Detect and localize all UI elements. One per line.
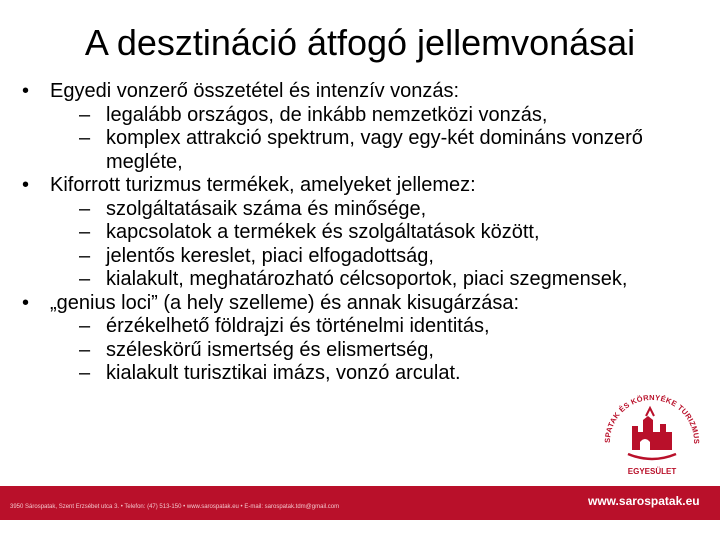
sub-bullet-item bbox=[22, 245, 702, 269]
sub-bullet-text: érzékelhető földrajzi és történelmi identitás, bbox=[106, 315, 490, 337]
logo-top-text: SPATAK ÉS KÖRNYÉKE TURIZMUS bbox=[602, 392, 702, 445]
slide-body bbox=[22, 80, 702, 386]
sub-bullet-text: kialakult turisztikai imázs, vonzó arculat. bbox=[106, 362, 461, 384]
sub-bullet-text: kapcsolatok a termékek és szolgáltatások között, bbox=[106, 221, 540, 243]
sub-bullet-item bbox=[22, 315, 702, 339]
dash-marker: – bbox=[79, 221, 91, 243]
footer-address: 3950 Sárospatak, Szent Erzsébet utca 3. • Telefon: (47) 513-150 • www.sarospatak.eu • E-mail: sarospatak.tdm@gmail.com bbox=[10, 504, 340, 510]
castle-emblem-icon bbox=[588, 380, 718, 484]
sub-bullet-item bbox=[22, 339, 702, 363]
bullet-item bbox=[22, 174, 702, 198]
logo-bottom-text: EGYESÜLET bbox=[627, 467, 677, 476]
bullet-marker: • bbox=[22, 291, 30, 314]
sub-bullet-item bbox=[22, 221, 702, 245]
bullet-text: Kiforrott turizmus termékek, amelyeket jellemez: bbox=[50, 174, 476, 196]
dash-marker: – bbox=[79, 268, 91, 290]
bullet-text: „genius loci” (a hely szelleme) és annak kisugárzása: bbox=[50, 291, 520, 314]
sub-bullet-item bbox=[22, 104, 702, 128]
bullet-item bbox=[22, 292, 702, 316]
dash-marker: – bbox=[79, 362, 91, 384]
sub-bullet-text: jelentős kereslet, piaci elfogadottság, bbox=[106, 244, 434, 267]
sub-bullet-text: szolgáltatásaik száma és minősége, bbox=[106, 197, 427, 220]
sub-bullet-item bbox=[22, 198, 702, 222]
sub-bullet-text: kialakult, meghatározható célcsoportok, piaci szegmensek, bbox=[106, 268, 628, 290]
sub-bullet-text: komplex attrakció spektrum, vagy egy-két domináns vonzerő megléte, bbox=[106, 127, 643, 173]
dash-marker: – bbox=[79, 103, 91, 126]
sub-bullet-item bbox=[22, 127, 702, 174]
dash-marker: – bbox=[79, 244, 91, 267]
bullet-text: Egyedi vonzerő összetétel és intenzív vonzás: bbox=[50, 80, 460, 102]
association-logo bbox=[588, 380, 718, 484]
bullet-marker: • bbox=[22, 80, 30, 102]
sub-bullet-item bbox=[22, 268, 702, 292]
dash-marker: – bbox=[79, 197, 91, 220]
sub-bullet-text: legalább országos, de inkább nemzetközi vonzás, bbox=[106, 103, 548, 126]
dash-marker: – bbox=[79, 315, 91, 337]
footer-url[interactable]: www.sarospatak.eu bbox=[588, 494, 700, 508]
dash-marker: – bbox=[79, 127, 91, 149]
sub-bullet-item bbox=[22, 362, 702, 386]
sub-bullet-text: széleskörű ismertség és elismertség, bbox=[106, 338, 434, 361]
slide-title: A desztináció átfogó jellemvonásai bbox=[84, 22, 636, 63]
bullet-item bbox=[22, 80, 702, 104]
dash-marker: – bbox=[79, 338, 91, 361]
bullet-marker: • bbox=[22, 174, 30, 196]
